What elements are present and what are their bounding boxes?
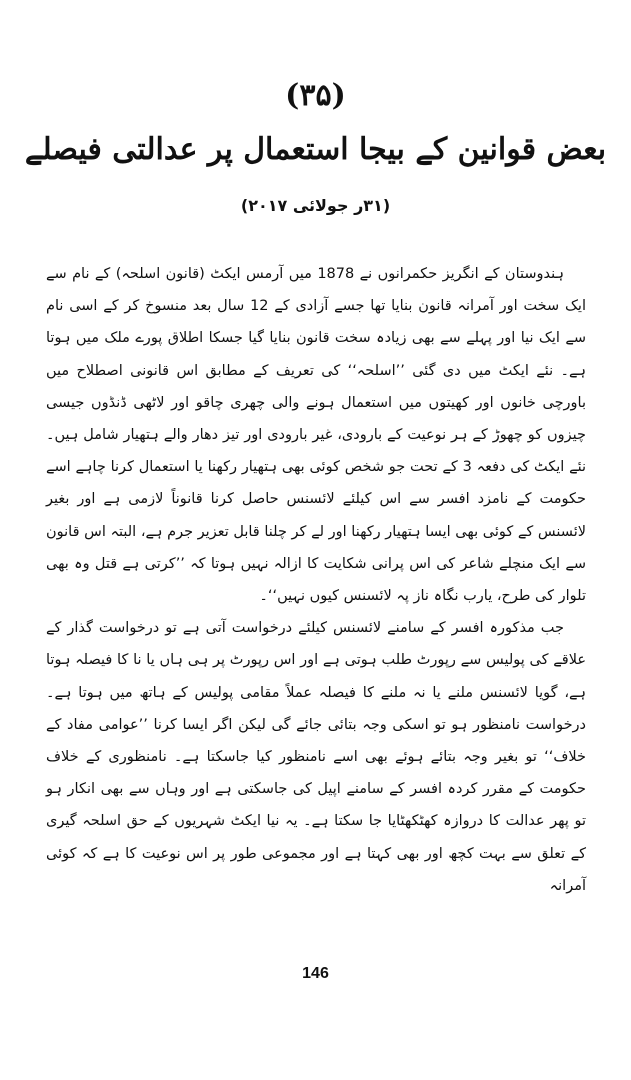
paragraph: ہندوستان کے انگریز حکمرانوں نے 1878 میں آرمس ایکٹ (قانون اسلحہ) کے نام سے ایک سخت اور آمرانہ قانون بنایا تھا جسے آزادی کے 12 سال بعد منسوخ کر کے اسی نام سے ایک نیا اور پہلے سے بھی زیادہ سخت قانون بنایا گیا جسکا اطلاق پورے ملک میں ہوتا ہے۔ نئے ایکٹ میں دی گئی ’’اسلحہ‘‘ کی تعریف کے مطابق اس قانونی اصطلاح میں باورچی خانوں اور کھیتوں میں استعمال ہونے والی چھری چاقو اور لاٹھی ڈنڈوں جیسی چیزوں کو چھوڑ کے ہر نوعیت کے بارودی، غیر بارودی اور تیز دھار والے ہتھیار شامل ہیں۔ نئے ایکٹ کی دفعہ 3 کے تحت جو شخص کوئی بھی ہتھیار رکھنا یا استعمال کرنا چاہے اسے حکومت کے نامزد افسر سے اس کیلئے لائسنس حاصل کرنا قانوناً لازمی ہے اور بغیر لائسنس کے کوئی بھی ایسا ہتھیار رکھنا اور لے کر چلنا قابل تعزیر جرم ہے، البتہ اس قانون سے ایک منچلے شاعر کی اس پرانی شکایت کا ازالہ نہیں ہوتا کہ ’’کرتی ہے قتل وہ بھی تلوار کی طرح، یارب نگاہ ناز پہ لائسنس کیوں نہیں‘‘۔ (46, 266, 586, 605)
chapter-title: بعض قوانین کے بیجا استعمال پر عدالتی فیصلے (24, 132, 607, 167)
body-text (46, 258, 586, 902)
page-number: 146 (302, 965, 329, 982)
chapter-date: (۳۱ر جولائی ۲۰۱۷) (240, 196, 391, 215)
paragraph: جب مذکورہ افسر کے سامنے لائسنس کیلئے درخواست آتی ہے تو درخواست گذار کے علاقے کی پولیس سے رپورٹ طلب ہوتی ہے اور اس رپورٹ پر ہی ہاں یا نا کا فیصلہ ہوتا ہے، گویا لائسنس ملنے یا نہ ملنے کا فیصلہ عملاً مقامی پولیس کے ہاتھ میں ہوتا ہے۔ درخواست نامنظور ہو تو اسکی وجہ بتائی جائے گی لیکن اگر ایسا کرنا ’’عوامی مفاد کے خلاف‘‘ تو بغیر وجہ بتائے ہوئے بھی اسے نامنظور کیا جاسکتا ہے۔ نامنظوری کے خلاف حکومت کے مقرر کردہ افسر کے سامنے اپیل کی جاسکتی ہے اور وہاں سے بھی انکار ہو تو پھر عدالت کا دروازہ کھٹکھٹایا جا سکتا ہے۔ یہ نیا ایکٹ شہریوں کے حق اسلحہ گیری کے تعلق سے بہت کچھ اور بھی کہتا ہے اور مجموعی طور پر اس نوعیت کا ہے کہ کوئی آمرانہ (46, 620, 586, 894)
chapter-number: (۳۵) (285, 78, 346, 113)
